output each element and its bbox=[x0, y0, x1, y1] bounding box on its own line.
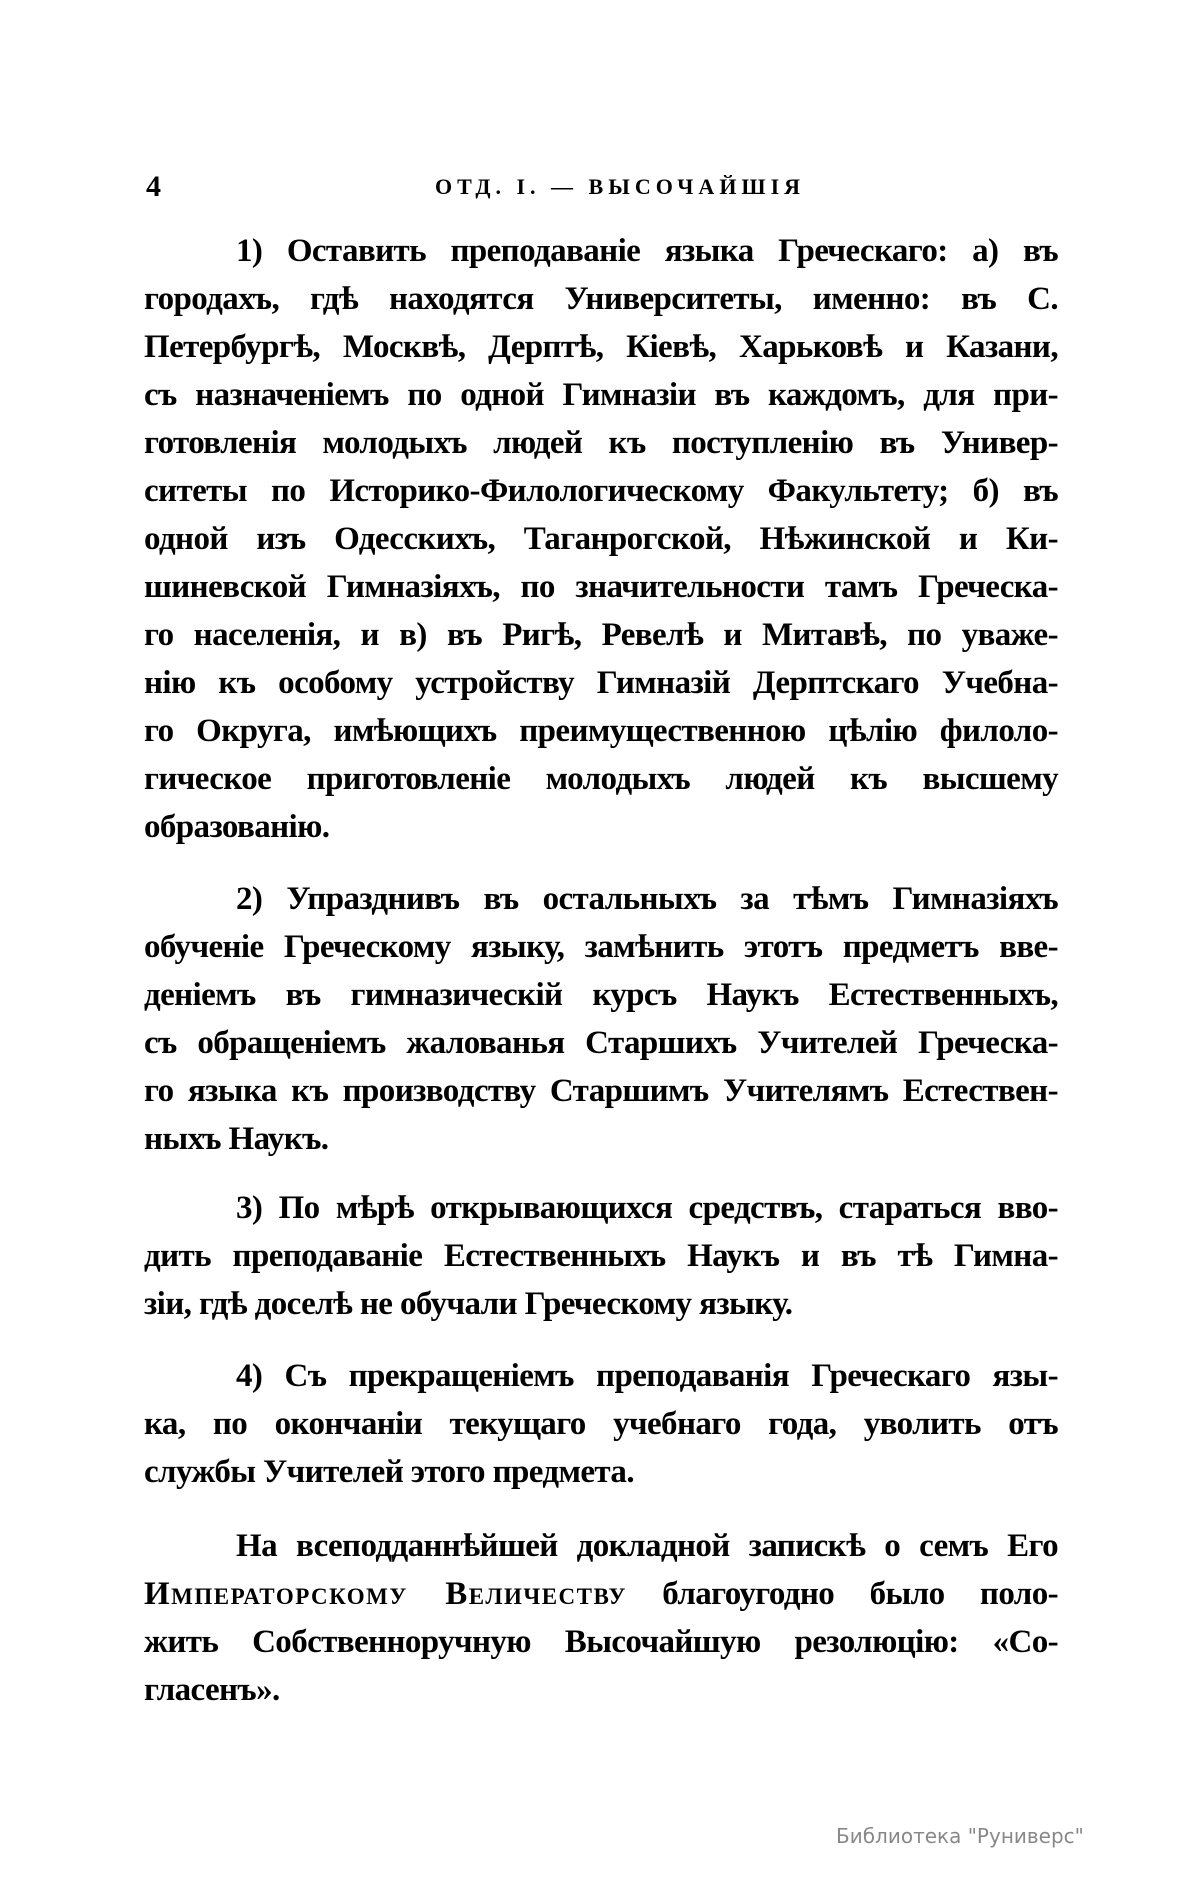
paragraph-1 bbox=[144, 233, 1058, 857]
text-line: съ назначеніемъ по одной Гимназіи въ каждомъ, для при- bbox=[144, 377, 1058, 413]
text-line: На всеподданнѣйшей докладной запискѣ о семъ Его bbox=[236, 1528, 1058, 1564]
text-line: 4) Съ прекращеніемъ преподаванія Греческаго язы- bbox=[236, 1358, 1058, 1394]
text-line: дить преподаваніе Естественныхъ Наукъ и въ тѣ Гимна- bbox=[144, 1238, 1058, 1274]
text-line: службы Учителей этого предмета. bbox=[144, 1454, 634, 1490]
text-line: готовленія молодыхъ людей къ поступленію въ Универ- bbox=[144, 425, 1058, 461]
text-line: 3) По мѣрѣ открывающихся средствъ, стараться вво- bbox=[236, 1190, 1058, 1226]
text-line bbox=[144, 1576, 1058, 1624]
text-line: шиневской Гимназіяхъ, по значительности тамъ Греческа- bbox=[144, 569, 1058, 605]
text-line: ка, по окончаніи текущаго учебнаго года, уволить отъ bbox=[144, 1406, 1058, 1442]
text-line: зіи, гдѣ доселѣ не обучали Греческому языку. bbox=[144, 1286, 793, 1322]
text-line: ныхъ Наукъ. bbox=[144, 1121, 329, 1157]
text-line: ситеты по Историко-Филологическому Факультету; б) въ bbox=[144, 473, 1058, 509]
text-line: гласенъ». bbox=[144, 1672, 280, 1708]
paragraph-2 bbox=[144, 881, 1058, 1169]
text-line: жить Собственноручную Высочайшую резолюцію: «Со- bbox=[144, 1624, 1058, 1660]
paragraph-4 bbox=[144, 1358, 1058, 1502]
running-title: ОТД. I. — ВЫСОЧАЙШІЯ bbox=[434, 174, 806, 199]
text-segment: благоугодно было поло- bbox=[626, 1576, 1058, 1612]
text-line: го языка къ производству Старшимъ Учителямъ Естествен- bbox=[144, 1073, 1058, 1109]
imperial-title: Императорскому Величеству bbox=[144, 1576, 627, 1612]
resolution-paragraph bbox=[144, 1528, 1058, 1720]
text-line: го Округа, имѣющихъ преимущественною цѣлію филоло- bbox=[144, 713, 1058, 749]
library-watermark: Библиотека "Руниверс" bbox=[836, 1824, 1084, 1848]
text-line: обученіе Греческому языку, замѣнить этотъ предметъ вве- bbox=[144, 929, 1058, 965]
text-line: съ обращеніемъ жалованья Старшихъ Учителей Греческа- bbox=[144, 1025, 1058, 1061]
paragraph-3 bbox=[144, 1190, 1058, 1334]
text-line: го населенія, и в) въ Ригѣ, Ревелѣ и Митавѣ, по уваже- bbox=[144, 617, 1058, 653]
text-line: гическое приготовленіе молодыхъ людей къ высшему bbox=[144, 761, 1058, 797]
page-number: 4 bbox=[146, 170, 161, 203]
text-line: нію къ особому устройству Гимназій Дерптскаго Учебна- bbox=[144, 665, 1058, 701]
text-line: городахъ, гдѣ находятся Университеты, именно: въ С. bbox=[144, 281, 1058, 317]
text-line: 1) Оставить преподаваніе языка Греческаго: а) въ bbox=[236, 233, 1058, 269]
text-line: Петербургѣ, Москвѣ, Дерптѣ, Кіевѣ, Харьковѣ и Казани, bbox=[144, 329, 1058, 365]
text-line: одной изъ Одесскихъ, Таганрогской, Нѣжинской и Ки- bbox=[144, 521, 1058, 557]
text-line: образованію. bbox=[144, 809, 330, 845]
text-line: деніемъ въ гимназическій курсъ Наукъ Естественныхъ, bbox=[144, 977, 1058, 1013]
text-line: 2) Упразднивъ въ остальныхъ за тѣмъ Гимназіяхъ bbox=[236, 881, 1058, 917]
